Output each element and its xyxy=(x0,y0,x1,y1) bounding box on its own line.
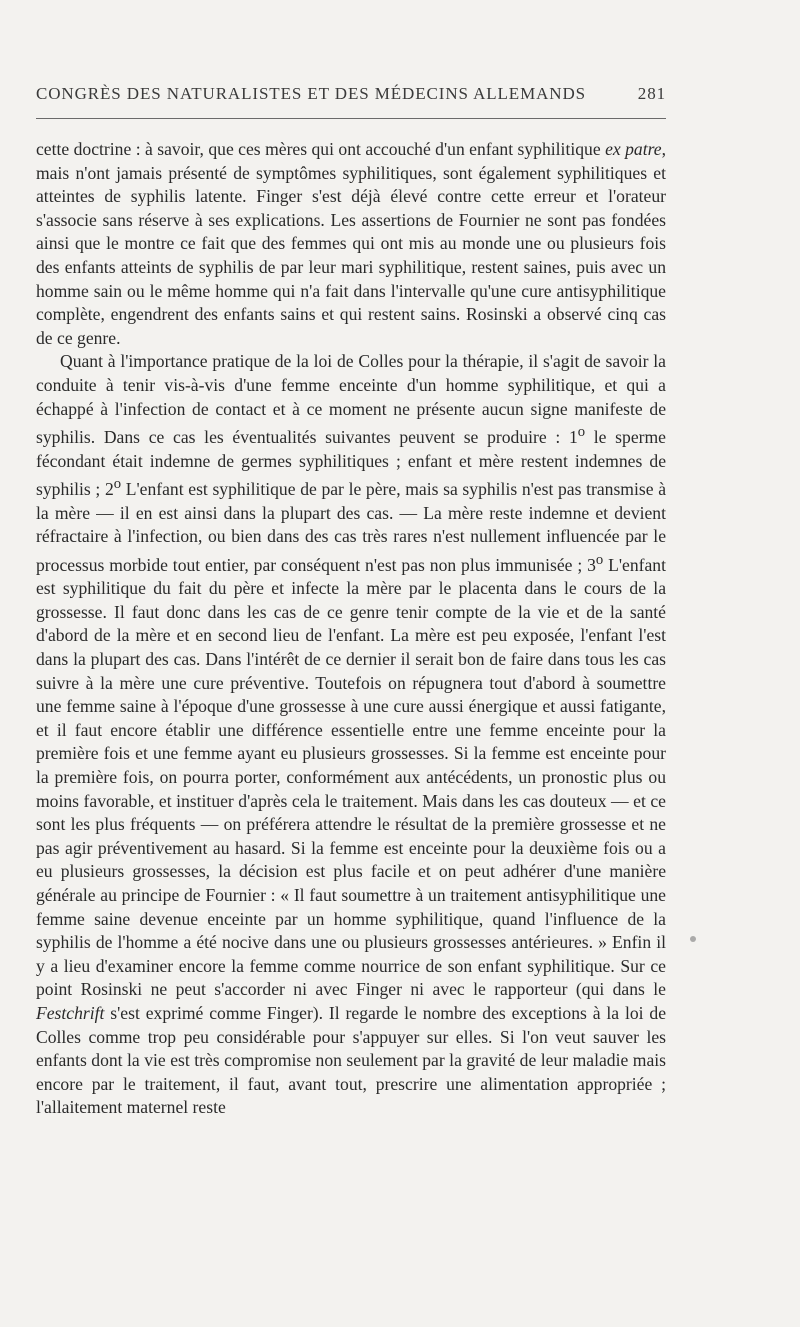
text-run: , mais n'ont jamais présenté de symptômes syphilitiques, sont également syphilitiques et atteintes de syphilis latente. Finger s'est déjà élevé contre cette erreur et l'orateur s'associe sans réserve à ses explications. Les assertions de Fournier ne sont pas fondées ainsi que le montre ce fait que des femmes qui ont mis au monde une ou plusieurs fois des enfants atteints de syphilis de par leur mari syphilitique, restent saines, puis avec un homme sain ou le même homme qui n'a fait dans l'intervalle qu'une cure antisyphilitique complète, engendrent des enfants sains et qui restent sains. Rosinski a observé cinq cas de ce genre. xyxy=(36,139,666,348)
page-number: 281 xyxy=(637,84,666,103)
text-run: cette doctrine : à savoir, que ces mères qui ont accouché d'un enfant syphilitique xyxy=(36,139,606,159)
header-rule xyxy=(36,118,666,119)
body-text xyxy=(36,138,666,1120)
text-run: Quant à l'importance pratique de la loi de Colles pour la thérapie, il s'agit de savoir la conduite à tenir vis-à-vis d'une femme enceinte d'un homme syphilitique, et qui a échappé à l'infection de contact et à ce moment ne présente aucun signe manifeste de syphilis. Dans ce cas les éventualités suivantes peuvent se produire : 1 xyxy=(36,351,666,447)
text-run: le sperme fécondant était indemne de germes syphilitiques ; enfant et mère restent indemnes de syphilis ; 2 xyxy=(36,426,666,500)
margin-spot xyxy=(690,936,696,942)
ordinal-mark: o xyxy=(595,551,604,568)
text-run: L'enfant est syphilitique du fait du père et infecte la mère par le placenta dans le cours de la grossesse. Il faut donc dans les cas de ce genre tenir compte de la vie et de la santé d'abord de la mère et en second lieu de l'enfant. La mère est peu exposée, l'enfant l'est dans la plupart des cas. Dans l'intérêt de ce dernier il serait bon de faire dans tous les cas suivre à la mère une cure préventive. Toutefois on répugnera tout d'abord à soumettre une femme saine à l'époque d'une grossesse à une cure aussi énergique et aussi fatigante, et il faut encore établir une différence essentielle entre une femme enceinte pour la première fois et une femme ayant eu plusieurs grossesses. Si la femme est enceinte pour la première fois, on pourra porter, conformément aux antécédents, un pronostic plus ou moins favorable, et instituer d'après cela le traitement. Mais dans les cas douteux — et ce sont les plus fréquents — on préférera attendre le résultat de la première grossesse et ne pas agir préventivement au hasard. Si la femme est enceinte pour la deuxième fois ou a eu plusieurs grossesses, la décision est plus facile et on peut adhérer d'une manière générale au principe de Fournier : « Il faut soumettre à un traitement antisyphilitique une femme saine devenue enceinte par un homme syphilitique, quand l'influence de la syphilis de l'homme a été nocive dans une ou plusieurs grossesses antérieures. » Enfin il y a lieu d'examiner encore la femme comme nourrice de son enfant syphilitique. Sur ce point Rosinski ne peut s'accorder ni avec Finger ni avec le rapporteur (qui dans le xyxy=(36,554,666,1000)
running-header xyxy=(36,84,666,104)
italic-phrase: ex patre xyxy=(605,139,662,159)
text-run: s'est exprimé comme Finger). Il regarde le nombre des exceptions à la loi de Colles comme trop peu considérable pour s'appuyer sur elles. Si l'on veut sauver les enfants dont la vie est très compromise non seulement par la gravité de leur maladie mais encore par le traitement, il faut, avant tout, prescrire une alimentation appropriée ; l'allaitement maternel reste xyxy=(36,1002,666,1118)
text-run: L'enfant est syphilitique de par le père, mais sa syphilis n'est pas transmise à la mère — il en est ainsi dans la plupart des cas. — La mère reste indemne et devient réfractaire à l'infection, ou bien dans des cas très rares n'est nullement influencée par le processus morbide tout entier, par conséquent n'est pas non plus immunisée ; 3 xyxy=(36,479,666,575)
paragraph-2 xyxy=(36,350,666,1120)
italic-phrase: Festchrift xyxy=(36,1002,105,1023)
ordinal-mark: o xyxy=(113,476,122,493)
running-title: CONGRÈS DES NATURALISTES ET DES MÉDECINS ALLEMANDS xyxy=(36,84,586,103)
paragraph-1 xyxy=(36,138,666,350)
ordinal-mark: o xyxy=(577,424,586,441)
